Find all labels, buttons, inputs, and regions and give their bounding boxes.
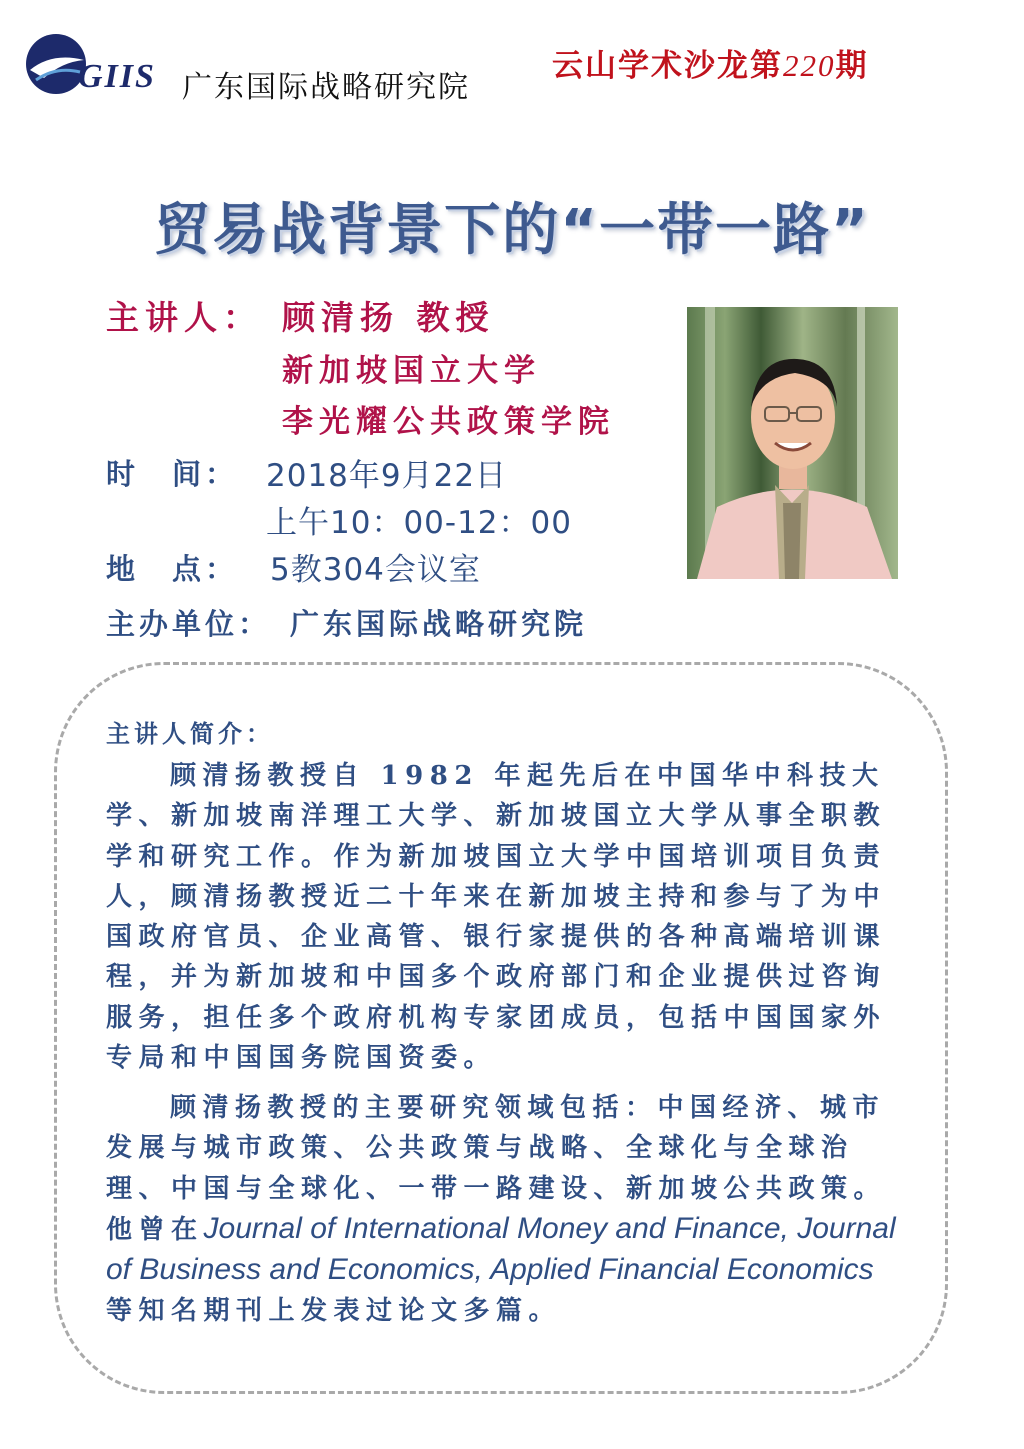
place-label: 地 点：	[106, 552, 239, 586]
bio-paragraph-2-intro: 顾清扬教授的主要研究领域包括：中国经济、城市发展与城市政策、公共政策与战略、全球化与全球治理、中国与全球化、一带一路建设、新加坡公共政策。他曾在	[106, 1093, 887, 1245]
series-suffix: 期	[835, 48, 869, 84]
event-time-range: 上午10：00-12：00	[266, 505, 572, 541]
org-name: 广东国际战略研究院	[182, 70, 470, 105]
series-number: 220	[783, 48, 836, 83]
bio-heading: 主讲人简介：	[106, 719, 274, 748]
speaker-label: 主讲人：	[106, 298, 262, 337]
event-date: 2018年9月22日	[266, 458, 508, 494]
logo-text: GIIS	[78, 58, 156, 95]
organizer-name: 广东国际战略研究院	[290, 607, 588, 641]
organizer-label: 主办单位：	[106, 607, 272, 641]
speaker-photo	[687, 307, 898, 579]
bio-paragraph-2	[106, 1088, 906, 1332]
event-place: 5教304会议室	[270, 552, 481, 588]
time-label: 时 间：	[106, 457, 239, 491]
bio-journals: Journal of International Money and Finance, Journal of Business and Economics, Applied Financial Economics	[106, 1211, 896, 1287]
speaker-affiliation-school: 李光耀公共政策学院	[282, 404, 615, 440]
speaker-portrait-icon	[687, 307, 898, 579]
event-title: 贸易战背景下的“一带一路”	[154, 198, 870, 263]
series-badge	[552, 40, 869, 85]
speaker-affiliation-university: 新加坡国立大学	[282, 353, 541, 389]
speaker-name: 顾清扬 教授	[282, 298, 495, 337]
bio-paragraph-2-outro: 等知名期刊上发表过论文多篇。	[106, 1296, 562, 1327]
bio-paragraph-1: 顾清扬教授自 1982 年起先后在中国华中科技大学、新加坡南洋理工大学、新加坡国立大学从事全职教学和研究工作。作为新加坡国立大学中国培训项目负责人，顾清扬教授近二十年来在新加坡主持和参与了为中国政府官员、企业高管、银行家提供的各种高端培训课程，并为新加坡和中国多个政府部门和企业提供过咨询服务，担任多个政府机构专家团成员，包括中国国家外专局和中国国务院国资委。	[106, 761, 887, 1074]
series-prefix: 云山学术沙龙第	[552, 48, 783, 84]
